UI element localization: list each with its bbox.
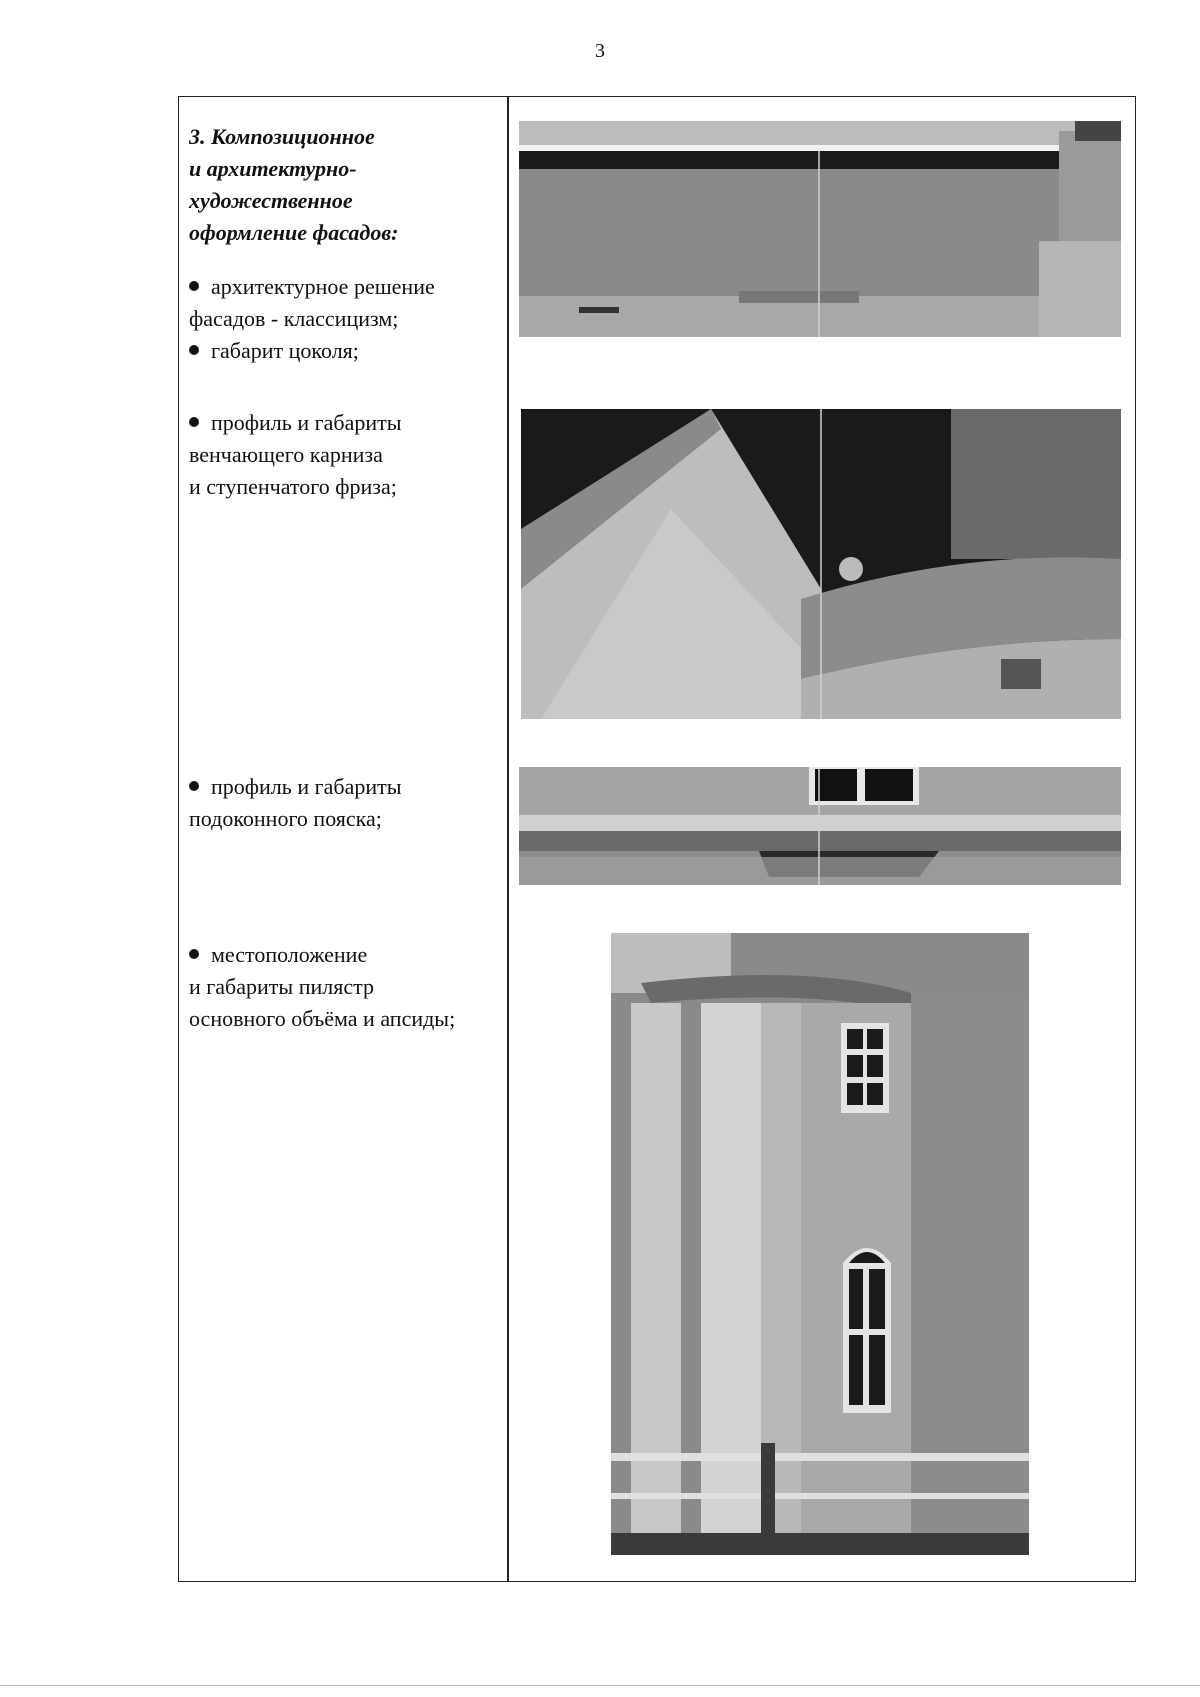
heading-line: оформление фасадов: — [189, 220, 399, 245]
list-item-pilasters: местоположение и габариты пилястр основного объёма и апсиды; — [189, 942, 456, 1031]
heading-line: 3. Композиционное — [189, 124, 375, 149]
document-table — [178, 96, 1136, 1582]
list-item-plinth: габарит цоколя; — [189, 335, 501, 367]
bullet-icon — [189, 281, 199, 291]
bullet-icon — [189, 417, 199, 427]
list-item-window-belt: профиль и габариты подоконного пояска; — [189, 774, 402, 831]
left-column — [189, 121, 501, 1031]
cornice-photo — [521, 409, 1121, 719]
heading-line: художественное — [189, 188, 353, 213]
list-item-facade-style: архитектурное решение фасадов - классицизм; — [189, 274, 435, 331]
list-item-cornice: профиль и габариты венчающего карниза и ступенчатого фриза; — [189, 410, 402, 499]
plinth-photo — [519, 121, 1121, 337]
section-heading — [189, 121, 501, 249]
page-bottom-rule — [0, 1685, 1200, 1686]
page-number: 3 — [595, 40, 605, 62]
window-sill-belt-photo — [519, 767, 1121, 885]
pilasters-apse-photo — [611, 933, 1029, 1555]
heading-line: и архитектурно- — [189, 156, 357, 181]
column-divider — [507, 97, 509, 1581]
bullet-icon — [189, 345, 199, 355]
bullet-icon — [189, 949, 199, 959]
bullet-icon — [189, 781, 199, 791]
